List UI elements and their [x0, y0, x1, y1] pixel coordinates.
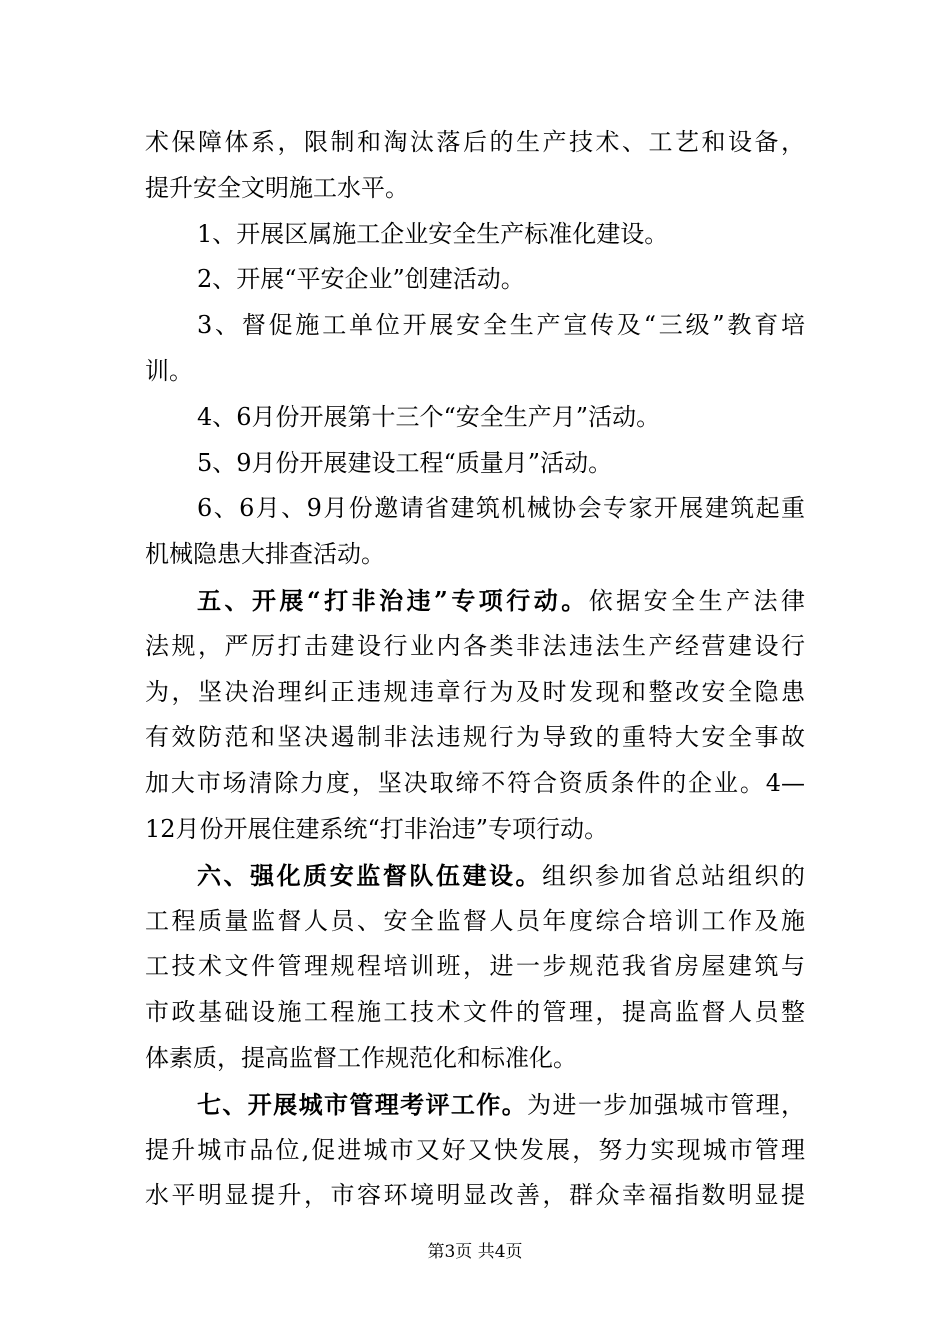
list-item: 2、开展“平安企业”创建活动。 — [197, 265, 525, 294]
section-text: 组织参加省总站组织的 — [542, 861, 805, 890]
text-line: 机械隐患大排查活动。 — [145, 540, 385, 569]
page-number-footer: 第3页 共4页 — [427, 1242, 523, 1262]
section-seven-first-line — [145, 1082, 805, 1128]
section-text: 依据安全生产法律 — [588, 586, 805, 615]
text-line: 提升安全文明施工水平。 — [145, 173, 409, 202]
list-item: 5、9月份开展建设工程“质量月”活动。 — [197, 448, 613, 477]
text-line: 有效防范和坚决遏制非法违规行为导致的重特大安全事故 — [145, 723, 805, 752]
text-line: 术保障体系，限制和淘汰落后的生产技术、工艺和设备， — [145, 128, 805, 156]
section-heading: 六、强化质安监督队伍建设。 — [197, 860, 543, 890]
text-line: 12月份开展住建系统“打非治违”专项行动。 — [145, 814, 609, 843]
list-item: 3、督促施工单位开展安全生产宣传及“三级”教育培 — [197, 311, 805, 340]
section-heading: 五、开展“打非治违”专项行动。 — [197, 585, 589, 615]
text-line: 训。 — [145, 356, 193, 385]
list-item: 1、开展区属施工企业安全生产标准化建设。 — [197, 219, 669, 248]
text-line: 体素质，提高监督工作规范化和标准化。 — [145, 1043, 577, 1072]
list-item: 6、6月、9月份邀请省建筑机械协会专家开展建筑起重 — [197, 494, 805, 523]
text-line: 工程质量监督人员、安全监督人员年度综合培训工作及施 — [145, 906, 805, 935]
text-line: 提升城市品位,促进城市又好又快发展，努力实现城市管理 — [145, 1135, 805, 1164]
section-six-first-line — [145, 853, 805, 899]
section-heading: 七、开展城市管理考评工作。 — [197, 1089, 528, 1119]
text-line: 市政基础设施工程施工技术文件的管理，提高监督人员整 — [145, 998, 805, 1027]
section-text: 为进一步加强城市管理， — [527, 1090, 805, 1119]
section-five-first-line — [145, 578, 805, 624]
text-line: 法规，严厉打击建设行业内各类非法违法生产经营建设行 — [145, 631, 805, 660]
text-line: 加大市场清除力度，坚决取缔不符合资质条件的企业。4— — [145, 769, 805, 798]
text-line: 为，坚决治理纠正违规违章行为及时发现和整改安全隐患 — [145, 677, 805, 706]
text-line: 水平明显提升，市容环境明显改善，群众幸福指数明显提 — [145, 1181, 805, 1210]
list-item: 4、6月份开展第十三个“安全生产月”活动。 — [197, 402, 661, 431]
text-line: 工技术文件管理规程培训班，进一步规范我省房屋建筑与 — [145, 952, 805, 981]
document-body — [145, 120, 805, 1219]
